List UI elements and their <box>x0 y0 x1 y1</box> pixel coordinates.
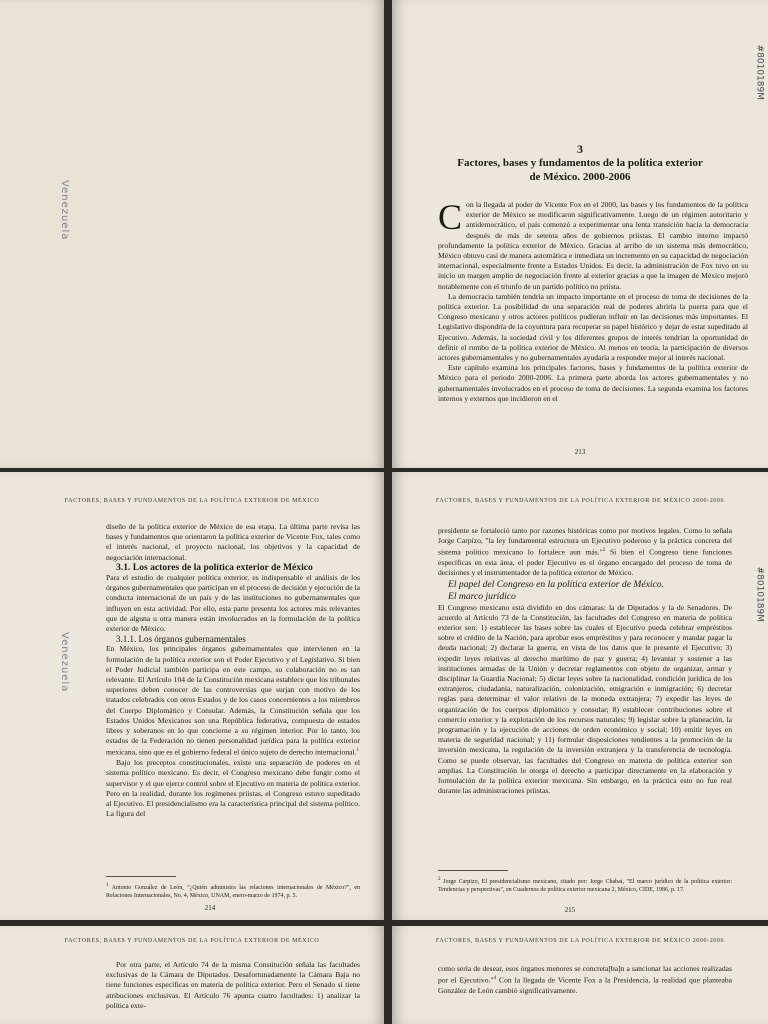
footnote-mark: 1 <box>106 883 109 888</box>
paragraph-text: Con la llegada de Vicente Fox a la Presidencia, la realidad que planteaba González de León cambió significativamente. <box>438 975 732 995</box>
paragraph <box>438 526 732 579</box>
paragraph <box>438 964 732 996</box>
footnote-ref: 2 <box>602 548 606 554</box>
blank-verso-page <box>0 0 384 468</box>
page-214 <box>0 472 384 920</box>
chapter-number: 3 <box>577 142 583 156</box>
drop-cap: C <box>438 197 463 237</box>
running-head: FACTORES, BASES Y FUNDAMENTOS DE LA POLÍTICA EXTERIOR DE MÉXICO <box>64 938 320 944</box>
footnote-mark: 2 <box>438 877 441 882</box>
paragraph: Bajo los preceptos constitucionales, existe una separación de poderes en el sistema político mexicano. Es decir, el Congreso mexicano debe fungir como el supervisor y el que ejerce control sobre el Ejecutivo en materia de política exterior. Pero en la realidad, durante los regímenes priistas, el Congreso estuvo supeditado al Ejecutivo. El presidencialismo era la característica principal del sistema político. La figura del <box>106 758 360 819</box>
page-number: 215 <box>564 906 576 914</box>
footnote <box>106 882 360 900</box>
page-213 <box>392 0 768 468</box>
footnote-rule <box>106 876 176 877</box>
footnote-text: Antonio González de León, "¿Quién administra las relaciones internacionales de México?", en Relaciones Internacionales, No. 4, México, UNAM, enero-marzo de 1974, p. 5. <box>106 885 361 899</box>
paragraph <box>438 197 748 292</box>
page-body <box>106 522 360 819</box>
subsection-heading: 3.1.1. Los órganos gubernamentales <box>116 634 246 645</box>
paragraph: Para el estudio de cualquier política exterior, es indispensable el análisis de los órganos gubernamentales que participan en el proceso de decisión y ejecución de la conducta internacional de un país y de las instituciones no gubernamentales que influyen en esta actividad. Por ello, esta parte presenta los actores más relevantes que de alguna u otra manera están involucrados en la formulación de la política exterior de México. <box>106 573 360 634</box>
page-body <box>106 960 360 1011</box>
italic-heading: El papel del Congreso en la política exterior de México. <box>448 578 664 590</box>
running-head: FACTORES, BASES Y FUNDAMENTOS DE LA POLÍTICA EXTERIOR DE MÉXICO <box>64 498 320 504</box>
library-stamp: Venezuela <box>59 632 70 693</box>
paragraph-text: En México, los principales órganos gubernamentales que intervienen en la formulación de la política exterior son el Poder Ejecutivo y el Legislativo. Si bien el Poder Judicial también participa en este campo, su colaboración no es tan relevante. El Artículo 104 de la Constitución mexicana establece que los tribunales superiores deben conocer de las controversias que surjan con motivo de los tratados celebrados con otros Estados y de los casos concernientes a los miembros del Cuerpo Diplomático y Consular. Además, la Constitución señala que los Estados Unidos Mexicanos son una República federativa, compuesta de estados libres y soberanos en lo que concierne a su régimen interior. Por lo tanto, los estados de la Federación no tienen personalidad jurídica para la política exterior mexicana, sino que es el gobierno federal el único sujeto de derecho internacional. <box>106 644 360 757</box>
paragraph-text: Si bien el Congreso tiene funciones específicas en esta área, el poder Ejecutivo es el órgano encargado del proceso de toma de decisiones y el instrumentador de la política exterior de México. <box>438 547 732 578</box>
running-head: FACTORES, BASES Y FUNDAMENTOS DE LA POLÍTICA EXTERIOR DE MÉXICO 2000-2006 <box>435 938 725 944</box>
paragraph: Por otra parte, el Artículo 74 de la misma Constitución señala las facultades exclusivas de la Cámara de Diputados. Desafortunadamente la Cámara Baja no tiene funciones específicas en materia de política exterior. Pero el Senado sí tiene atribuciones exclusivas. El Artículo 76 apunta cuatro facultades: 1) analizar la política exte- <box>106 960 360 1010</box>
page-body <box>438 964 732 996</box>
library-stamp: Venezuela <box>59 180 70 241</box>
section-heading: 3.1. Los actores de la política exterior de México <box>116 561 313 573</box>
page-217 <box>392 926 768 1024</box>
page-216 <box>0 926 384 1024</box>
footnote-ref: 1 <box>356 748 359 754</box>
chapter-title-line-1: Factores, bases y fundamentos de la política exterior <box>457 157 703 169</box>
edge-catalog-mark: #8010189M <box>754 44 764 100</box>
paragraph: diseño de la política exterior de México de esa etapa. La última parte revisa las bases y fundamentos que orientaron la política exterior de Vicente Fox, tales como el interés nacional, el proyecto nacional, los objetivos y la capacidad de negociación internacional. <box>106 522 360 562</box>
page-215 <box>392 472 768 920</box>
footnote <box>438 876 732 894</box>
footnote-text: Jorge Carpizo, El presidencialismo mexicano, citado por: Jorge Chabat, "El marco jurídico de la política exterior: Tendencias y perspectivas", en Cuadernos de política exterior mexicana 2, México, CIDE, 1986, p. 17. <box>438 879 732 893</box>
page-number: 213 <box>574 448 586 456</box>
italic-subheading: El marco jurídico <box>448 590 516 602</box>
chapter-title <box>412 156 748 184</box>
footnote-ref: 4 <box>493 976 497 982</box>
paragraph <box>106 644 360 758</box>
paragraph-text: como sería de desear, esos órganos menores se concreta[ba]n a sancionar las acciones realizadas por el Ejecutivo." <box>438 964 732 985</box>
paragraph-text: presidente se fortaleció tanto por razones históricas como por motivos legales. Como lo señala Jorge Carpizo, "la ley fundamental estructura un Ejecutivo poderoso y la práctica concreta del sistema político mexicano lo fortalece aun más." <box>438 526 732 557</box>
edge-catalog-mark: #8010189M <box>754 566 764 622</box>
running-head: FACTORES, BASES Y FUNDAMENTOS DE LA POLÍTICA EXTERIOR DE MÉXICO 2000-2006 <box>435 498 725 504</box>
page-body <box>438 526 732 796</box>
paragraph: Este capítulo examina los principales factores, bases y fundamentos de la política exterior de México para el periodo 2000-2006. La primera parte aborda los actores gubernamentales y no gubernamentales involucrados en el proceso de toma de decisiones. La segunda examina los factores internos y externos que incidieron en el <box>438 363 748 403</box>
paragraph: La democracia también tendría un impacto importante en el proceso de toma de decisiones de la política exterior. La posibilidad de una separación real de poderes abriría la puerta para que el Congreso mexicano y otros actores políticos pudieran influir en las decisiones más importantes. El Legislativo dispondría de la coyuntura para recuperar su papel histórico y dejar de estar supeditado al Ejecutivo. Además, la sociedad civil y los diferentes grupos de interés tendrían la oportunidad de definir el rumbo de la política exterior de México. Al menos en teoría, la participación de diversos actores gubernamentales y no gubernamentales ayudaría a responder mejor al interés nacional. <box>438 291 748 363</box>
paragraph: El Congreso mexicano está dividido en dos cámaras: la de Diputados y la de Senadores. De acuerdo al Artículo 73 de la Constitución, las facultades del Congreso en materia de política exterior son: 1) establecer las bases sobre las cuales el Ejecutivo pueda celebrar empréstitos sobre el crédito de la Nación, para aprobar esos empréstitos y para reconocer y mandar pagar la deuda nacional; 2) declarar la guerra, en vista de los datos que le presente el Ejecutivo; 3) expedir leyes relativas al derecho marítimo de paz y guerra; 4) levantar y sostener a las instituciones armadas de la Unión y decretar reglamentos con objeto de organizar, armar y disciplinar la Guardia Nacional; 5) dictar leyes sobre la nacionalidad, condición jurídica de los extranjeros, ciudadanía, naturalización, colonización, emigración e inmigración; 6) decretar reglas para determinar el valor relativo de la moneda extranjera; 7) expedir las leyes de organización de los cuerpos diplomático y consular; 8) establecer contribuciones sobre el comercio exterior y la explotación de los recursos naturales; 9) legislar sobre la planeación, la programación y la ejecución de acciones de orden económico y social; 10) emitir leyes en materia de seguridad nacional; y 11) formular disposiciones tendientes a la promoción de la inversión mexicana, la regulación de la inversión extranjera y la transferencia de tecnología. Como se puede observar, las facultades del Congreso en materia de política exterior son amplias. La Constitución le otorga el derecho a participar directamente en la elaboración y formulación de la política exterior mexicana. Sin embargo, en la práctica esto no fue real durante las administraciones priistas. <box>438 602 732 796</box>
footnote-rule <box>438 870 508 871</box>
chapter-title-line-2: de México. 2000-2006 <box>529 171 631 183</box>
paragraph-text: on la llegada al poder de Vicente Fox en el 2000, las bases y los fundamentos de la política exterior de México se modificaron significativamente. Luego de un régimen autoritario y antidemocrático, el país comenzó a experimentar una lenta transición hacia la democracia después de más de setenta años de gobiernos priistas. El cambio interno impactó profundamente la política exterior de México. Gracias al arribo de un sistema más democrático, México obtuvo casi de manera automática e inmediata un incremento en su capacidad de negociación internacional, especialmente frente a Estados Unidos. Es decir, la administración de Fox tuvo en su inicio un margen amplio de negociación frente al exterior gracias a que la imagen de México mejoró notablemente con el triunfo de un partido político no priista. <box>438 200 748 291</box>
page-number: 214 <box>204 904 216 912</box>
chapter-body <box>438 197 748 404</box>
